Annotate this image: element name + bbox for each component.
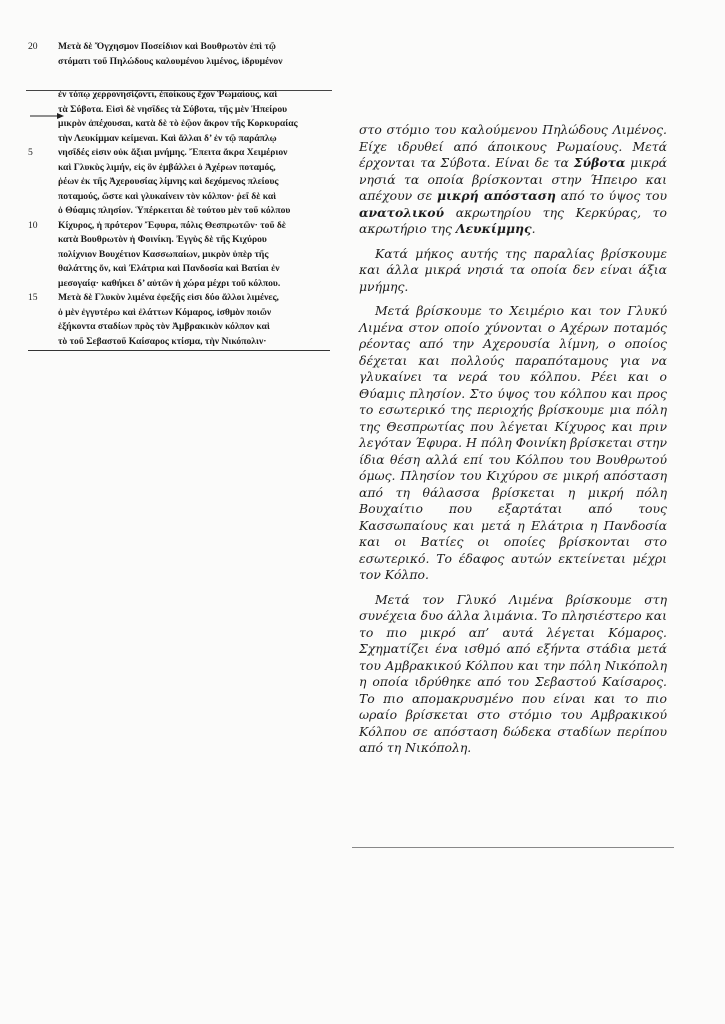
greek-text-line: στόματι τοῦ Πηλώδους καλουμένου λιμένος, ἱδρυμένον — [58, 55, 283, 67]
greek-text-line: πολίχνιον Βουχέτιον Κασσωπαίων, μικρὸν ὑπὲρ τῆς — [58, 248, 269, 260]
paragraph-text: στο στόμιο του καλούμενου Πηλώδους Λιμένος. Είχε ιδρυθεί από άποικους Ρωμαίους. Μετά έρχονται τα Σύβοτα. Είναι δε τα — [359, 122, 667, 170]
line-number: 20 — [28, 41, 38, 52]
line-number: 15 — [28, 292, 38, 303]
line-number: 5 — [28, 147, 33, 158]
paragraph-text: από το ύψος του — [555, 188, 667, 203]
clipping-line — [28, 291, 330, 306]
greek-text-line: Μετὰ δὲ Ὄγχησμον Ποσείδιον καὶ Βουθρωτὸν ἐπὶ τῷ — [58, 41, 276, 52]
clipping-line — [28, 88, 330, 103]
clipping-line — [28, 233, 330, 248]
greek-text-line: Κίχυρος, ἡ πρότερον Ἔφυρα, πόλις Θεσπρωτῶν· τοῦ δὲ — [58, 219, 286, 231]
greek-text-line: ὁ Θύαμις πλησίον. Ὑπέρκειται δὲ τούτου μὲν τοῦ κόλπου — [58, 205, 291, 216]
clipping-line — [28, 204, 330, 219]
translation-paragraph — [359, 122, 667, 238]
greek-text-line: τὸ τοῦ Σεβαστοῦ Καίσαρος κτίσμα, τὴν Νικόπολιν· — [58, 335, 267, 347]
emphasized-term: Σύβοτα — [573, 155, 626, 170]
line-number: 10 — [28, 219, 38, 231]
clipping-line — [28, 248, 330, 263]
emphasized-term: μικρή απόσταση — [437, 188, 556, 203]
clipping-top-fragment — [28, 40, 328, 69]
greek-text-line: νησῖδές εἰσιν οὐκ ἄξιαι μνήμης. Ἔπειτα ἄκρα Χειμέριον — [58, 147, 288, 158]
clipping-line — [28, 277, 330, 292]
emphasized-term: Λευκίμμης — [455, 221, 532, 236]
clipping-line — [28, 320, 330, 335]
greek-text-line: μεσογαίᾳ· καθήκει δ’ αὐτῶν ἡ χώρα μέχρι τοῦ κόλπου. — [58, 277, 281, 289]
greek-text-line: ῥέων ἐκ τῆς Ἀχερουσίας λίμνης καὶ δεχόμενος πλείους — [58, 176, 279, 187]
greek-text-line: τὴν Λευκίμμαν κείμεναι. Καὶ ἄλλαι δ’ ἐν τῷ παράπλῳ — [58, 132, 277, 144]
greek-text-line: ἐν τόπῳ χερρονησίζοντι, ἐποίκους ἔχον Ῥωμαίους, καὶ — [58, 89, 278, 100]
paragraph-text: μικρά νησιά τα οποία βρίσκονται στην Ήπειρο και απέχουν σε — [359, 155, 667, 203]
greek-text-line: ἑξήκοντα σταδίων πρὸς τὸν Ἀμβρακικὸν κόλπον καὶ — [58, 321, 270, 332]
clipping-line — [28, 262, 330, 277]
greek-text-line: ποταμούς, ὥστε καὶ γλυκαίνειν τὸν κόλπον· ῥεῖ δὲ καὶ — [58, 190, 277, 202]
translation-paragraph: Μετά βρίσκουμε το Χειμέριο και τον Γλυκύ Λιμένα στον οποίο χύνονται ο Αχέρων ποταμός ρέοντας από την Αχερουσία λίμνη, ο οποίος δέχεται και πολλούς παραπόταμους για να γλυκαίνει τα νερά του κόλπου. Ρέει και ο Θύαμις πλησίον. Στο ύψος του κόλπου και προς το εσωτερικό της περιοχής βρίσκουμε μια πόλη της Θεσπρωτίας που λέγεται Κίχυρος και πριν λεγόταν Έφυρα. Η πόλη Φοινίκη βρίσκεται στην ίδια θέση αλλά επί του Κόλπου του Βουθρωτού όμως. Πλησίον του Κιχύρου σε μικρή απόσταση από τη θάλασσα βρίσκεται η μικρή πόλη Βουχαίτιο που εξαρτάται από τους Κασσωπαίους και μετά η Ελάτρια η Πανδοσία και οι Βατίες οι οποίες βρίσκονται στο εσωτερικό. Το έδαφος αυτών εκτείνεται μέχρι τον Κόλπο. — [359, 303, 667, 582]
greek-text-line: κατὰ Βουθρωτὸν ἡ Φοινίκη. Ἐγγὺς δὲ τῆς Κιχύρου — [58, 234, 267, 245]
clipping-line — [28, 161, 330, 176]
greek-text-line: Μετὰ δὲ Γλυκὺν λιμένα ἐφεξῆς εἰσι δύο ἄλλοι λιμένες, — [58, 292, 279, 303]
emphasized-term: ανατολικού — [359, 204, 445, 220]
clipping-line — [28, 306, 330, 321]
clipping-line — [28, 219, 330, 234]
clipping-line — [28, 55, 328, 70]
clipping-line — [28, 146, 330, 161]
clipping-line — [28, 40, 328, 55]
greek-text-line: τὰ Σύβοτα. Εἰσὶ δὲ νησῖδες τὰ Σύβοτα, τῆς μὲν Ἠπείρου — [58, 103, 288, 115]
clipping-line — [28, 190, 330, 205]
greek-text-line: καὶ Γλυκὺς λιμήν, εἰς ὃν ἐμβάλλει ὁ Ἀχέρων ποταμός, — [58, 161, 276, 173]
greek-text-line: ὁ μὲν ἐγγυτέρω καὶ ἐλάττων Κόμαρος, ἰσθμὸν ποιῶν — [58, 306, 272, 318]
clipping-line — [28, 175, 330, 190]
clipping-line — [28, 132, 330, 147]
paragraph-text: . — [531, 221, 536, 236]
greek-text-line: μικρὸν ἀπέχουσαι, κατὰ δὲ τὸ ἑῷον ἄκρον τῆς Κορκυραίας — [58, 118, 298, 129]
clipping-line — [28, 117, 330, 132]
translation-paragraph: Μετά τον Γλυκό Λιμένα βρίσκουμε στη συνέχεια δυο άλλα λιμάνια. Το πλησιέστερο και το πιο μικρό απ’ αυτά λέγεται Κόμαρος. Σχηματίζει ένα ισθμό από εξήντα στάδια μετά του Αμβρακικού Κόλπου και την πόλη Νικόπολη η οποία ιδρύθηκε από του Σεβαστού Καίσαρος. Το πιο απομακρυσμένο που είναι και το πιο ωραίο βρίσκεται στο στόμιο του Αμβρακικού Κόλπου σε απόσταση δώδεκα σταδίων περίπου από τη Νικόπολη. — [359, 591, 667, 755]
paragraph-text: ακρωτηρίου της Κερκύρας, το ακρωτήριο της — [359, 204, 667, 236]
translation-paragraph: Κατά μήκος αυτής της παραλίας βρίσκουμε και άλλα μικρά νησιά τα οποία δεν είναι άξια μνήμης. — [359, 245, 667, 294]
translation-column — [359, 122, 667, 765]
clipping-line — [28, 335, 330, 350]
page-divider — [352, 847, 674, 848]
greek-source-clipping — [28, 88, 330, 351]
greek-text-line: θαλάττης ὄν, καὶ Ἐλάτρια καὶ Πανδοσία καὶ Βατίαι ἐν — [58, 263, 280, 274]
clipping-line — [28, 103, 330, 118]
